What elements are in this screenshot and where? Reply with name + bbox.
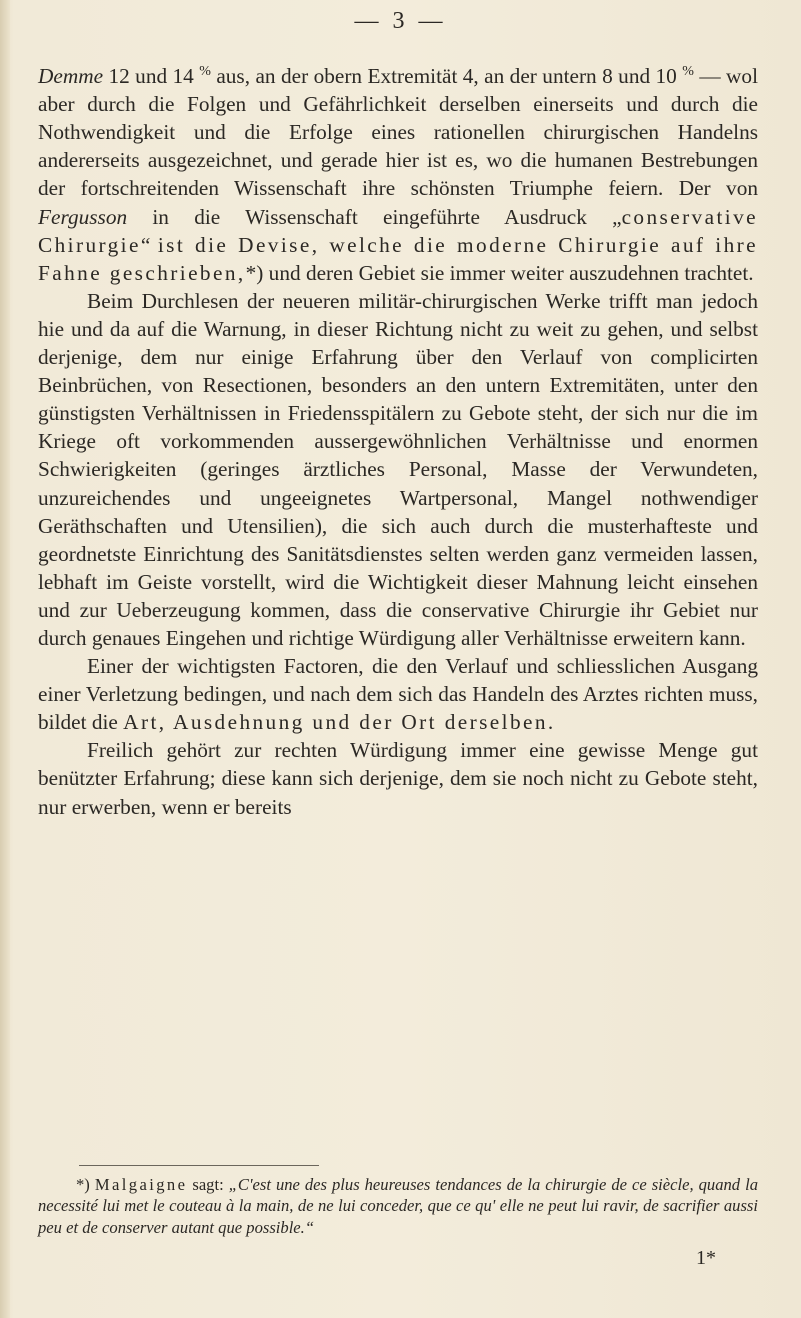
- footnote-rule: [79, 1165, 319, 1166]
- spaced-phrase: Art, Ausdehnung und der Ort derselben.: [123, 710, 556, 735]
- footnote-reference: *): [245, 260, 264, 285]
- signature-mark: 1*: [696, 1247, 716, 1269]
- footnote: *) Malgaigne sagt: „C'est une des plus heureuses tendances de la chirurgie de ce siècle, quand la necessité lui met le couteau à la main, de ne lui conceder, que ce qu' elle ne peut lui ravir, de sacrifier aussi peu et de conserver autant que possible.“: [38, 1175, 758, 1237]
- percent-sign: %: [682, 64, 694, 79]
- footnote-mark: *): [76, 1175, 90, 1194]
- page-number: — 3 —: [354, 8, 447, 34]
- paragraph-1: Demme 12 und 14 % aus, an der obern Extremität 4, an der untern 8 und 10 % — wol aber durch die Folgen und Gefährlichkeit derselben einerseits und durch die Nothwendigkeit und die Erfolge eines rationellen chirurgischen Handelns andererseits ausgezeichnet, und gerade hier ist es, wo die humanen Bestrebungen der fortschreitenden Wissenschaft ihre schönsten Triumphe feiern. Der von Fergusson in die Wissenschaft eingeführte Ausdruck „conservative Chirurgie“ ist die Devise, welche die moderne Chirurgie auf ihre Fahne geschrieben,*) und deren Gebiet sie immer weiter auszudehnen trachtet.: [38, 64, 759, 285]
- spaced-phrase: ist die Devise, welche die moderne Chirurgie auf ihre Fahne geschrieben,: [38, 232, 759, 285]
- binding-gutter: [0, 0, 10, 1318]
- main-text: [38, 58, 758, 821]
- footnote-quote: „C'est une des plus heureuses tendances de la chirurgie de ce siècle, quand la necessité lui met le couteau à la main, de ne lui conceder, que ce qu' elle ne peut lui ravir, de sacrifier aussi peu et de conserver autant que possible.“: [38, 1175, 758, 1237]
- author-name: Fergusson: [38, 204, 128, 229]
- spaced-phrase: conservative Chirurgie: [38, 204, 758, 257]
- author-name: Demme: [38, 64, 104, 89]
- percent-sign: %: [199, 64, 211, 79]
- paragraph-4: Freilich gehört zur rechten Würdigung immer eine gewisse Menge gut benützter Erfahrung; diese kann sich derjenige, dem sie noch nicht zu Gebote steht, nur erwerben, wenn er bereits: [38, 738, 758, 819]
- footnote-author: Malgaigne: [94, 1175, 188, 1194]
- paragraph-2: Beim Durchlesen der neueren militär-chirurgischen Werke trifft man jedoch hie und da auf die Warnung, in dieser Richtung nicht zu weit zu gehen, und selbst derjenige, dem nur einige Erfahrung über den Verlauf von complicirten Beinbrüchen, von Resectionen, besonders an den untern Extremitäten, unter den günstigsten Verhältnissen in Friedensspitälern zu Gebote steht, der sich nur die im Kriege oft vorkommenden aussergewöhnlichen Verhältnisse und enormen Schwierigkeiten (geringes ärztliches Personal, Masse der Verwundeten, unzureichendes und ungeeignetes Wartpersonal, Mangel nothwendiger Geräthschaften und Utensilien), die sich auch durch die musterhafteste und geordnetste Einrichtung des Sanitätsdienstes selten werden ganz vermeiden lassen, lebhaft im Geiste vorstellt, wird die Wichtigkeit dieser Mahnung leicht einsehen und zur Ueberzeugung kommen, dass die conservative Chirurgie ihr Gebiet nur durch genaues Eingehen und richtige Würdigung aller Verhältnisse erweitern kann.: [38, 288, 758, 650]
- paragraph-3: Einer der wichtigsten Factoren, die den Verlauf und schliesslichen Ausgang einer Verletzung bedingen, und nach dem sich das Handeln des Arztes richten muss, bildet die Art, Ausdehnung und der Ort derselben.: [38, 654, 758, 735]
